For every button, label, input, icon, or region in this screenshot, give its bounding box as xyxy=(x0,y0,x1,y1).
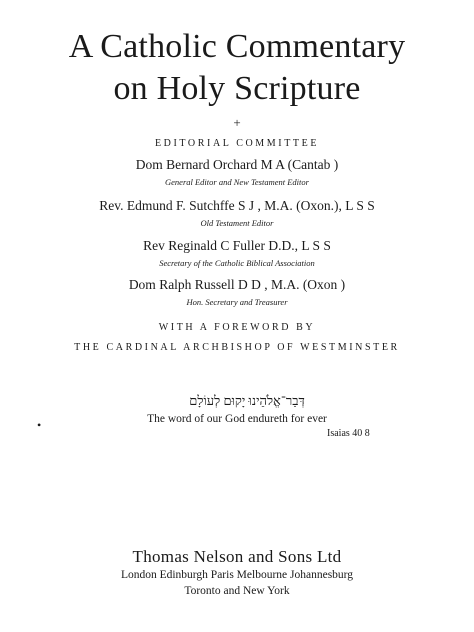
hebrew-verse: דְּבַר־אֱלֹהֵינוּ יָקוּם לְעוֹלָם xyxy=(189,393,305,408)
editor-name: Rev Reginald C Fuller D.D., L S S xyxy=(143,238,331,253)
margin-mark: • xyxy=(37,418,42,432)
publisher-name: Thomas Nelson and Sons Ltd xyxy=(132,547,342,566)
cross-ornament: + xyxy=(233,115,241,130)
editor-role: General Editor and New Testament Editor xyxy=(165,177,309,187)
publisher-cities-line-2: Toronto and New York xyxy=(184,585,290,597)
verse-reference: Isaias 40 8 xyxy=(327,428,370,439)
editor-name: Dom Bernard Orchard M A (Cantab ) xyxy=(135,157,339,172)
english-verse: The word of our God endureth for ever xyxy=(147,413,327,425)
title-line-1: A Catholic Commentary xyxy=(68,28,406,65)
editor-name: Rev. Edmund F. Sutchffe S J , M.A. (Oxon.), L S S xyxy=(99,198,375,213)
editor-role: Secretary of the Catholic Biblical Association xyxy=(159,258,315,268)
foreword-line-1: WITH A FOREWORD BY xyxy=(158,322,316,333)
editor-name: Dom Ralph Russell D D , M.A. (Oxon ) xyxy=(128,277,346,292)
foreword-line-2: THE CARDINAL ARCHBISHOP OF WESTMINSTER xyxy=(74,342,400,353)
title-line-2: on Holy Scripture xyxy=(113,70,361,107)
editor-role: Old Testament Editor xyxy=(200,218,274,228)
publisher-cities-line-1: London Edinburgh Paris Melbourne Johannesburg xyxy=(120,569,354,581)
committee-heading: EDITORIAL COMMITTEE xyxy=(154,138,320,149)
editor-role: Hon. Secretary and Treasurer xyxy=(186,297,288,307)
